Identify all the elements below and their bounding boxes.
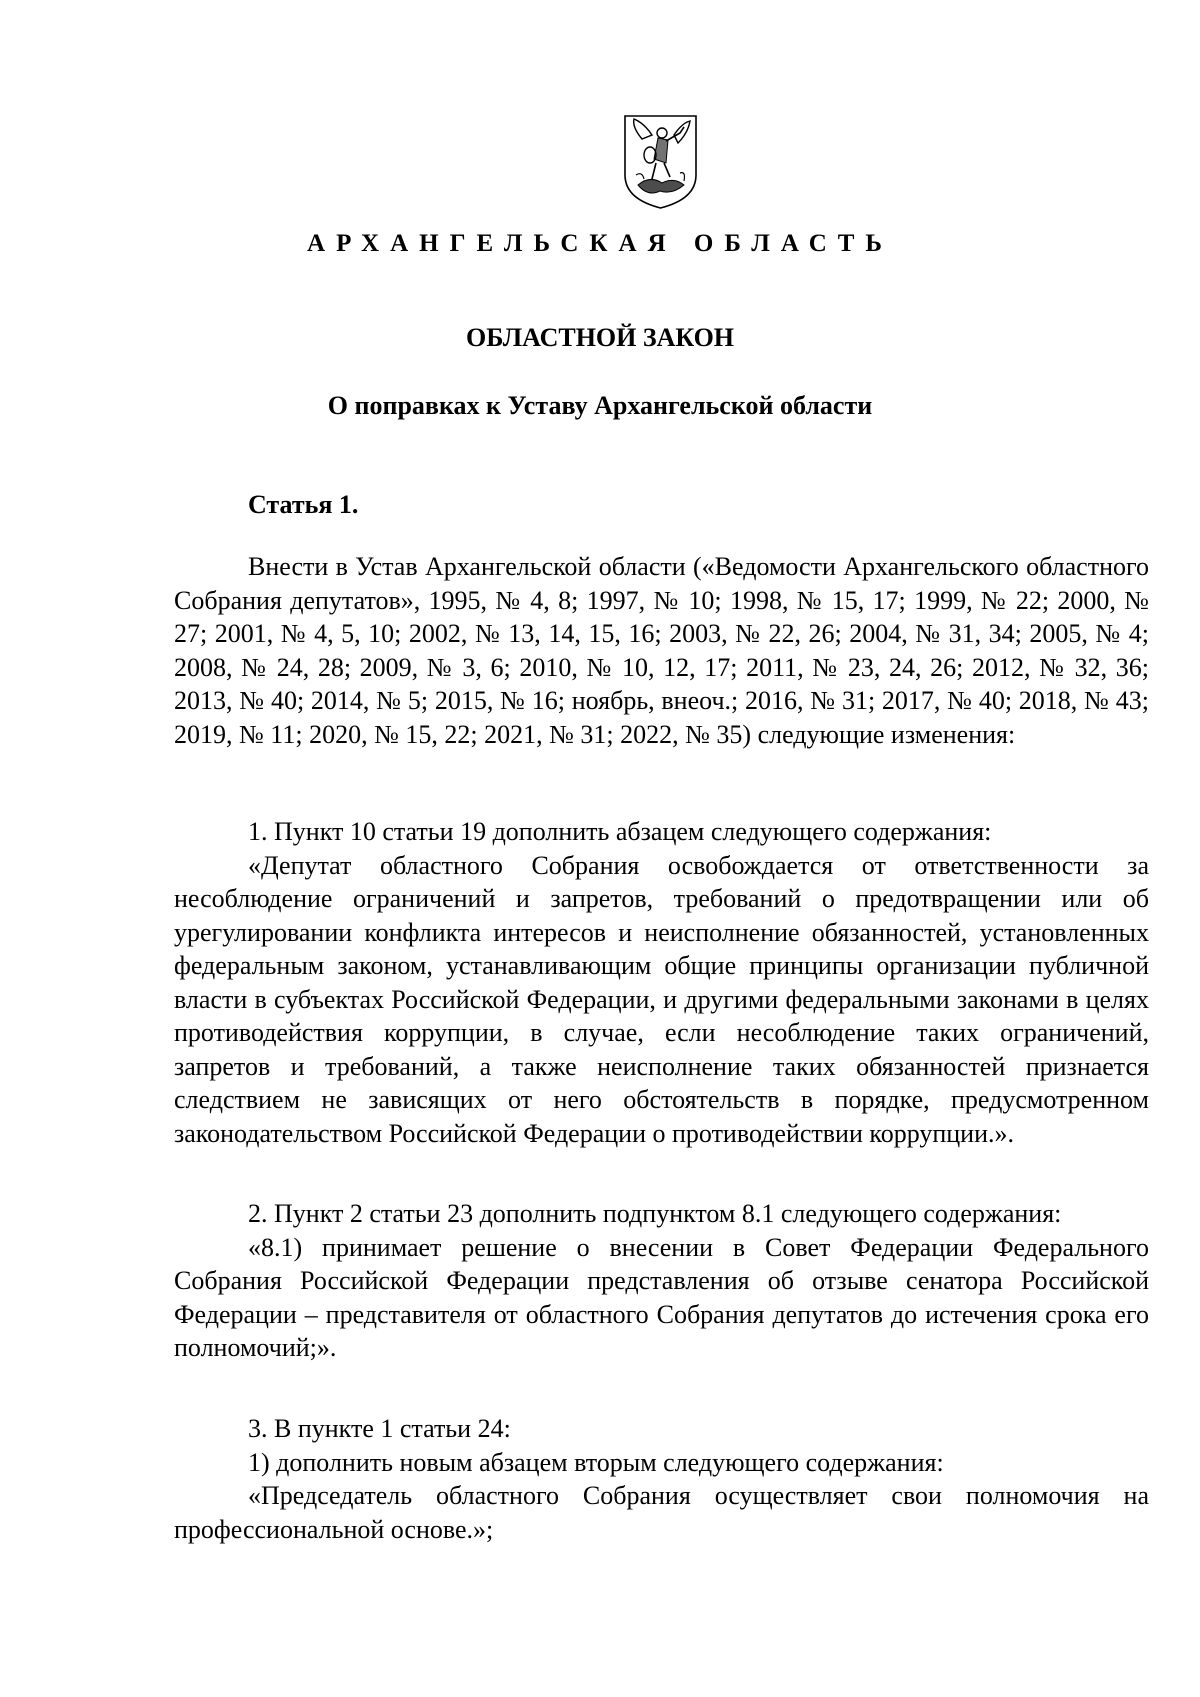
item-3-text: «Председатель областного Собрания осуществляет свои полномочия на профессиональной основе.»;	[174, 1481, 1149, 1544]
item-2-text: «8.1) принимает решение о внесении в Совет Федерации Федерального Собрания Российской Федерации представления об отзыве сенатора Российской Федерации – представителя от областного Собрания депутатов до истечения срока его полномочий;».	[174, 1232, 1149, 1362]
item-3-sub-1: 1) дополнить новым абзацем вторым следующего содержания:	[248, 1447, 944, 1477]
item-3-lead: 3. В пункте 1 статьи 24:	[248, 1414, 511, 1443]
coat-of-arms-icon	[622, 113, 699, 211]
item-2-lead: 2. Пункт 2 статьи 23 дополнить подпунктом 8.1 следующего содержания:	[248, 1199, 1062, 1228]
article-heading: Статья 1.	[248, 490, 359, 519]
region-title: АРХАНГЕЛЬСКАЯ ОБЛАСТЬ	[307, 230, 893, 257]
article-intro	[174, 550, 1149, 751]
amendment-item-3	[174, 1412, 1149, 1546]
intro-paragraph: Внести в Устав Архангельской области («Ведомости Архангельского областного Собрания депутатов», 1995, № 4, 8; 1997, № 10; 1998, № 15, 17; 1999, № 22; 2000, № 27; 2001, № 4, 5, 10; 2002, № 13, 14, 15, 16; 2003, № 22, 26; 2004, № 31, 34; 2005, № 4; 2008, № 24, 28; 2009, № 3, 6; 2010, № 10, 12, 17; 2011, № 23, 24, 26; 2012, № 32, 36; 2013, № 40; 2014, № 5; 2015, № 16; ноябрь, внеоч.; 2016, № 31; 2017, № 40; 2018, № 43; 2019, № 11; 2020, № 15, 22; 2021, № 31; 2022, № 35) следующие изменения:	[174, 552, 1149, 749]
law-title: О поправках к Уставу Архангельской области	[327, 391, 873, 420]
item-1-text: «Депутат областного Собрания освобождается от ответственности за несоблюдение ограничений и запретов, требований о предотвращении или об урегулировании конфликта интересов и неисполнение обязанностей, установленных федеральным законом, устанавливающим общие принципы организации публичной власти в субъектах Российской Федерации, и другими федеральными законами в целях противодействия коррупции, в случае, если несоблюдение таких ограничений, запретов и требований, а также неисполнение таких обязанностей признается следствием не зависящих от него обстоятельств в порядке, предусмотренном законодательством Российской Федерации о противодействии коррупции.».	[174, 850, 1149, 1148]
amendment-item-2	[174, 1197, 1149, 1365]
law-type-heading: ОБЛАСТНОЙ ЗАКОН	[465, 323, 735, 352]
item-1-lead: 1. Пункт 10 статьи 19 дополнить абзацем следующего содержания:	[248, 817, 992, 846]
amendment-item-1	[174, 815, 1149, 1150]
